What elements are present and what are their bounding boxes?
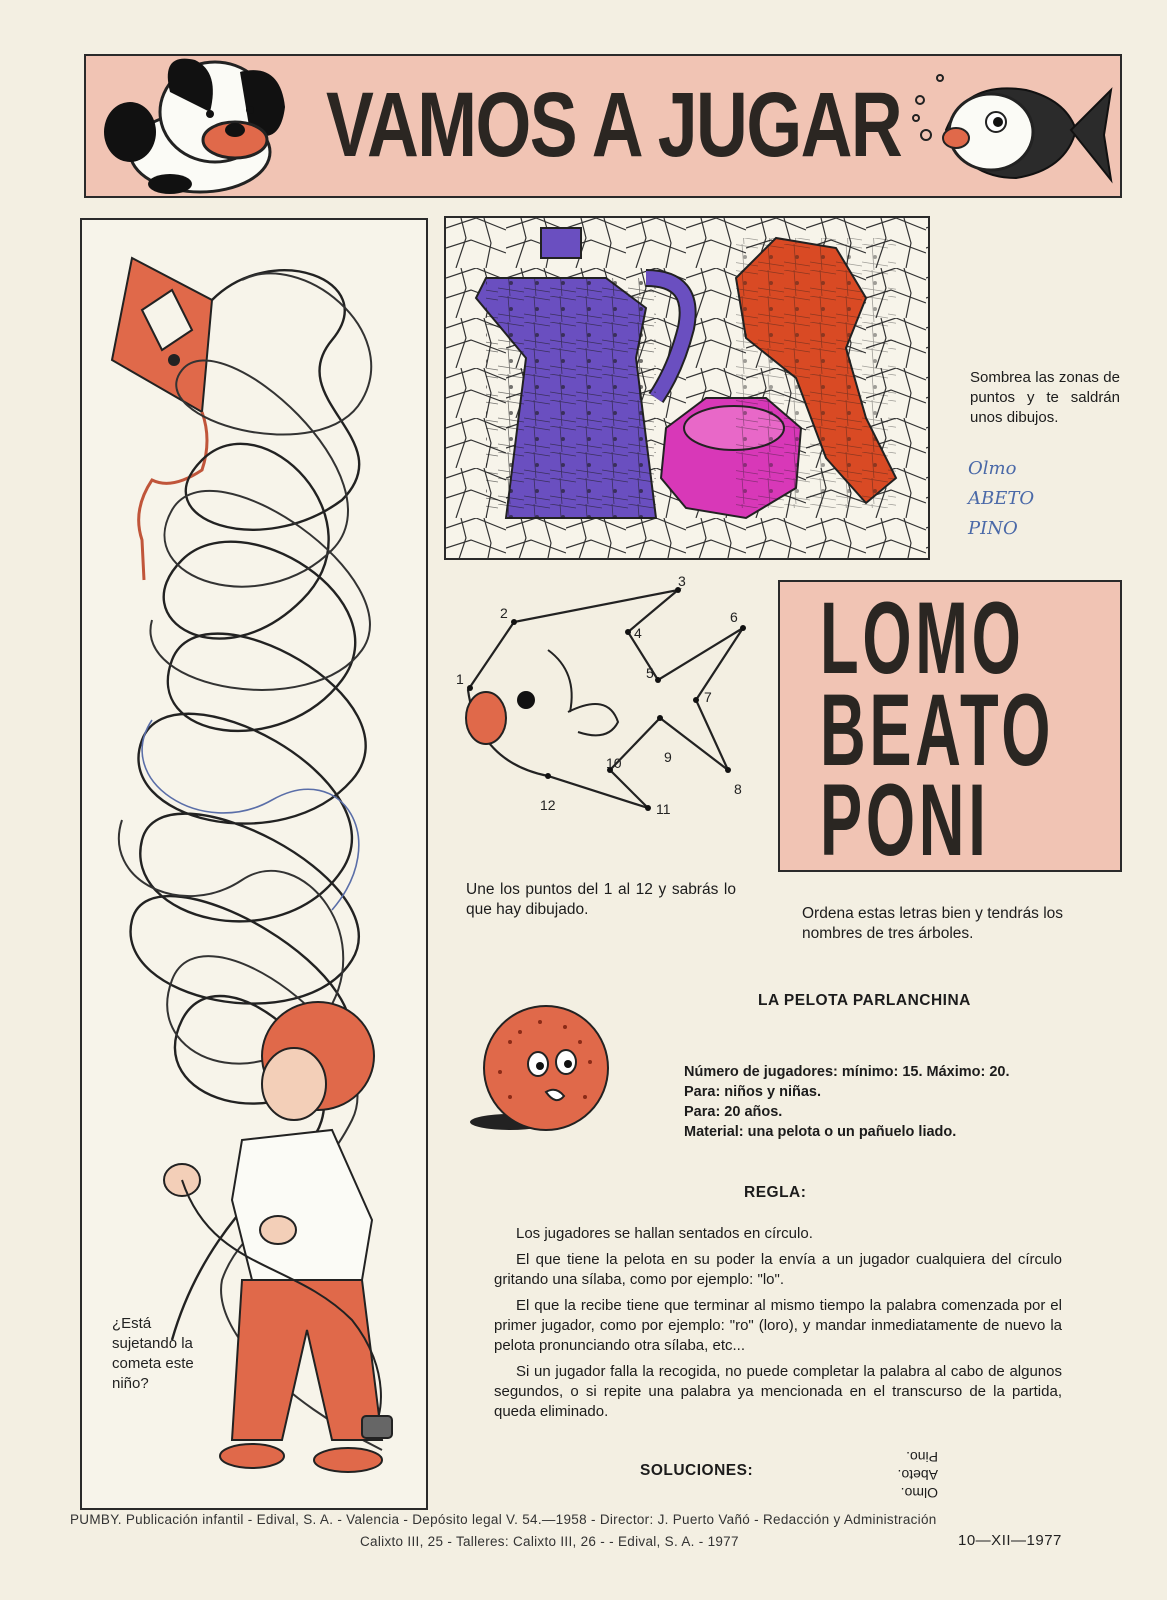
dot-number-4: 4 — [634, 625, 642, 641]
dot-number-3: 3 — [678, 573, 686, 589]
handwritten-answers — [968, 454, 1088, 544]
game-info — [684, 1062, 1084, 1142]
scrambled-words-box — [778, 580, 1122, 877]
dog-illustration — [90, 52, 300, 200]
game-rules — [494, 1224, 1062, 1428]
kite-maze-panel — [80, 218, 428, 1510]
dot-number-7: 7 — [704, 689, 712, 705]
dot-number-9: 9 — [664, 749, 672, 765]
mosaic-illustration — [446, 218, 930, 560]
talking-ball-illustration — [470, 1002, 618, 1138]
footer-address: Calixto III, 25 - Talleres: Calixto III, 26 - - Edival, S. A. - 1977 — [360, 1534, 739, 1549]
fish-illustration — [906, 60, 1116, 196]
dot-number-12: 12 — [540, 797, 556, 813]
kite-question: ¿Está sujetando la cometa este niño? — [112, 1315, 194, 1392]
solutions-upside-down — [858, 1448, 938, 1502]
handwritten-answer-3: PINO — [968, 518, 1018, 539]
game-title: LA PELOTA PARLANCHINA — [758, 992, 971, 1009]
mosaic-instruction: Sombrea las zonas de puntos y te saldrán unos dibujos. — [970, 369, 1120, 426]
game-info-for: Para: niños y niñas. — [684, 1084, 821, 1100]
rule-title: REGLA: — [744, 1184, 807, 1201]
solutions-label: SOLUCIONES: — [640, 1462, 754, 1479]
footer-date: 10—XII—1977 — [958, 1532, 1062, 1549]
dot-number-8: 8 — [734, 781, 742, 797]
rule-paragraph-4: Si un jugador falla la recogida, no puede completar la palabra al cabo de algunos segundos, o si repite una palabra ya mencionada en el transcurso de la partida, queda eliminado. — [494, 1363, 1062, 1420]
game-info-players: Número de jugadores: mínimo: 15. Máximo: 20. — [684, 1064, 1010, 1080]
scrambled-word-1: LOMO — [820, 581, 1025, 695]
solution-2: Abeto. — [897, 1467, 938, 1483]
handwritten-answer-1: Olmo — [968, 458, 1017, 479]
dot-to-dot-instruction: Une los puntos del 1 al 12 y sabrás lo que hay dibujado. — [466, 881, 736, 918]
solution-1: Olmo. — [900, 1485, 938, 1501]
rule-paragraph-1: Los jugadores se hallan sentados en círculo. — [516, 1225, 813, 1242]
handwritten-answer-2: ABETO — [968, 488, 1035, 509]
dot-number-6: 6 — [730, 609, 738, 625]
game-info-age: Para: 20 años. — [684, 1104, 783, 1120]
page-title: VAMOS A JUGAR — [326, 74, 902, 176]
scrambled-word-3: PONI — [820, 763, 990, 877]
dot-to-dot-puzzle — [448, 572, 768, 840]
rule-paragraph-2: El que tiene la pelota en su poder la envía a un jugador cualquiera del círculo gritando una sílaba, como por ejemplo: "lo". — [494, 1251, 1062, 1288]
dot-number-2: 2 — [500, 605, 508, 621]
scrambled-word-2: BEATO — [820, 673, 1055, 787]
header-banner — [84, 54, 1122, 198]
game-info-material: Material: una pelota o un pañuelo liado. — [684, 1124, 957, 1140]
dot-number-11: 11 — [656, 801, 671, 817]
solution-3: Pino. — [906, 1449, 938, 1465]
scrambled-words-instruction: Ordena estas letras bien y tendrás los nombres de tres árboles. — [802, 905, 1064, 942]
rule-paragraph-3: El que la recibe tiene que terminar al mismo tiempo la palabra comenzada por el primer jugador, como por ejemplo: "ro" (loro), y mandar inmediatamente de nuevo la pelota pronunciando otra sílaba, etc... — [494, 1297, 1062, 1354]
dot-number-5: 5 — [646, 665, 654, 681]
dot-number-1: 1 — [456, 671, 464, 687]
dot-number-10: 10 — [606, 755, 622, 771]
mosaic-panel — [444, 216, 930, 560]
footer-publisher: PUMBY. Publicación infantil - Edival, S. A. - Valencia - Depósito legal V. 54.—1958 - Director: J. Puerto Vañó - Redacción y Administración — [70, 1512, 937, 1527]
dot-to-dot-illustration — [448, 572, 768, 840]
